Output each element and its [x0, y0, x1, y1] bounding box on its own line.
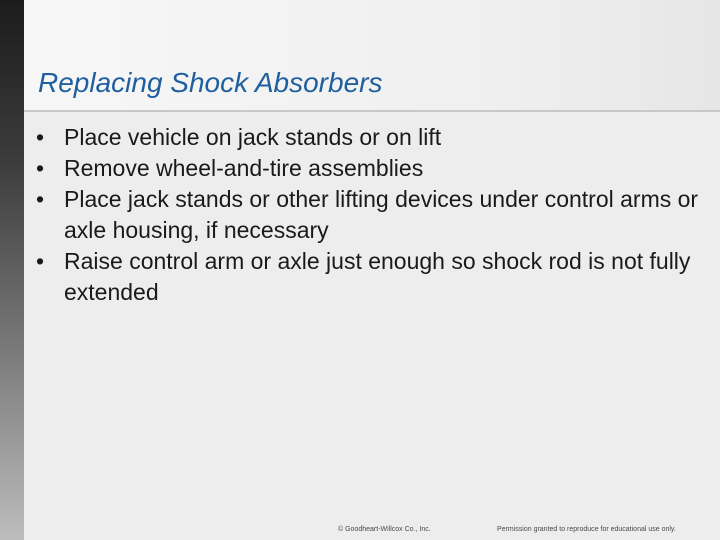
bullet-text: Remove wheel-and-tire assemblies [64, 155, 424, 181]
footer-copyright: © Goodheart-Willcox Co., Inc. [338, 526, 431, 533]
bullet-item [36, 184, 706, 246]
bullet-text: Place jack stands or other lifting devices under control arms or axle housing, if necessary [64, 186, 699, 243]
bullet-text: Raise control arm or axle just enough so shock rod is not fully extended [64, 248, 691, 305]
left-decorative-band [0, 0, 24, 540]
bullet-item [36, 246, 706, 308]
bullet-item [36, 122, 706, 153]
bullet-marker-icon: • [36, 186, 45, 212]
bullet-marker-icon: • [36, 124, 45, 150]
bullet-item [36, 153, 706, 184]
footer-permission: Permission granted to reproduce for educational use only. [497, 526, 676, 533]
title-divider [24, 110, 720, 112]
bullet-text: Place vehicle on jack stands or on lift [64, 124, 442, 150]
bullet-marker-icon: • [36, 248, 45, 274]
bullet-marker-icon: • [36, 155, 45, 181]
bullet-list [36, 122, 706, 308]
slide-title: Replacing Shock Absorbers [38, 67, 383, 98]
